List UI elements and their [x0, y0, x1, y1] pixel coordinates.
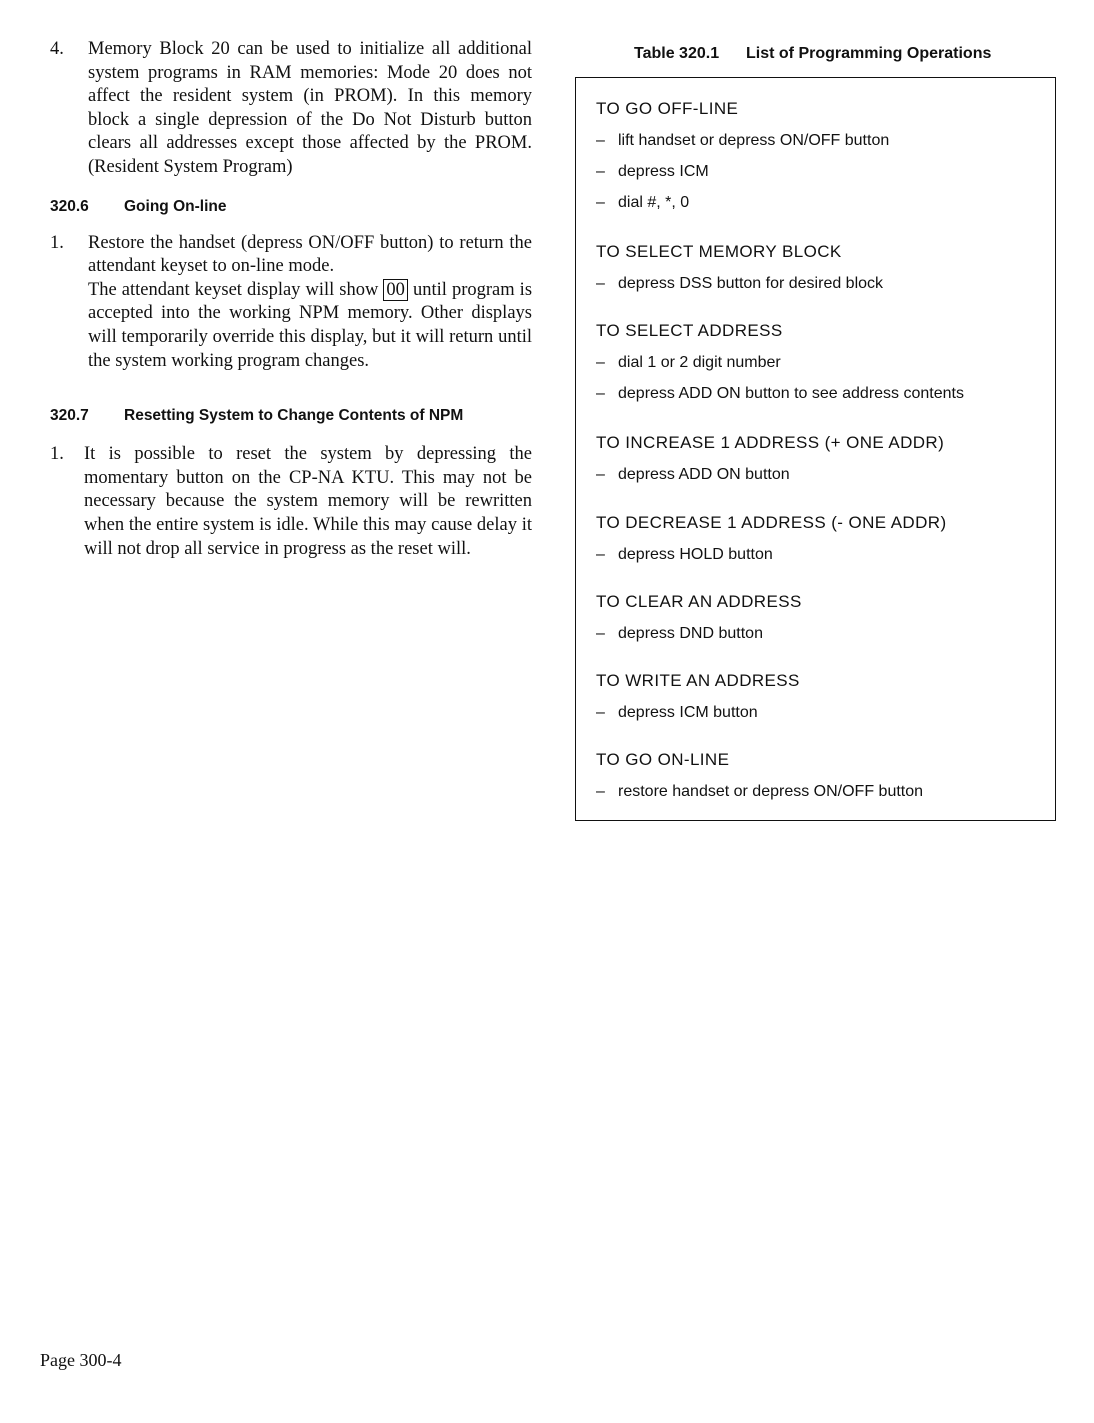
- item-text-b: The attendant keyset display will show 00 until program is accepted into the working NPM memory. Other displays will temporarily override this display, but it will return until the system working program changes.: [88, 279, 533, 371]
- table-line: – depress ADD ON button: [596, 464, 1045, 486]
- table-line: – depress ADD ON button to see address contents: [596, 383, 1045, 405]
- dash-marker: –: [596, 194, 605, 211]
- table-section: [596, 512, 1045, 566]
- table-section-heading: TO SELECT MEMORY BLOCK: [596, 242, 842, 261]
- table-section-heading: TO GO ON-LINE: [596, 750, 730, 769]
- item-text: It is possible to reset the system by depressing the momentary button on the CP-NA KTU. This may not be necessary because the system memory will be rewritten when the entire system is idle. While this may cause delay it will not drop all service in progress as the reset will.: [84, 444, 532, 559]
- table-section-heading: TO SELECT ADDRESS: [596, 321, 783, 340]
- table-section: [596, 749, 1045, 803]
- table-line: – restore handset or depress ON/OFF button: [596, 781, 1045, 803]
- table-section: [596, 670, 1045, 724]
- dash-marker: –: [596, 625, 605, 642]
- item-text-a: Restore the handset (depress ON/OFF button) to return the attendant keyset to on-line mode.: [88, 232, 532, 277]
- item-number: 4.: [50, 39, 64, 59]
- list-item-4: [50, 38, 532, 180]
- dash-marker: –: [596, 704, 605, 721]
- section-title: Resetting System to Change Contents of NPM: [124, 407, 464, 425]
- item-number: 1.: [50, 444, 64, 465]
- list-item-going-online: [50, 232, 532, 374]
- dash-marker: –: [596, 546, 605, 563]
- table-section-heading: TO DECREASE 1 ADDRESS (- ONE ADDR): [596, 513, 947, 532]
- table-section-heading: TO GO OFF-LINE: [596, 99, 739, 118]
- table-line: – depress DSS button for desired block: [596, 273, 1045, 295]
- programming-operations-table: [575, 77, 1056, 821]
- table-number: Table 320.1: [634, 45, 720, 62]
- dash-marker: –: [596, 275, 605, 292]
- page-number: Page 300-4: [40, 1350, 122, 1370]
- dash-marker: –: [596, 783, 605, 800]
- dash-marker: –: [596, 385, 605, 402]
- dash-marker: –: [596, 163, 605, 180]
- table-line: – depress DND button: [596, 623, 1045, 645]
- table-line: – depress HOLD button: [596, 544, 1045, 566]
- table-title: [634, 45, 991, 63]
- section-title: Going On-line: [124, 197, 227, 215]
- item-text: Memory Block 20 can be used to initialize all additional system programs in RAM memories: Mode 20 does not affect the resident system (in PROM). In this memory block a single depression of the Do Not Disturb button clears all addresses except those affected by the PROM. (Resident System Program): [88, 39, 532, 177]
- table-line: – lift handset or depress ON/OFF button: [596, 130, 1045, 152]
- table-section: [596, 98, 1045, 214]
- table-caption: List of Programming Operations: [746, 45, 992, 62]
- table-section-heading: TO WRITE AN ADDRESS: [596, 671, 800, 690]
- dash-marker: –: [596, 354, 605, 371]
- display-code-box: 00: [383, 279, 408, 301]
- list-item-resetting: [50, 443, 532, 561]
- table-line: – depress ICM: [596, 161, 1045, 183]
- table-section: [596, 591, 1045, 645]
- item-number: 1.: [50, 232, 64, 253]
- left-column: [50, 38, 532, 561]
- table-section: [596, 241, 1045, 295]
- table-section: [596, 432, 1045, 486]
- section-heading-320-6: [50, 198, 532, 216]
- dash-marker: –: [596, 132, 605, 149]
- table-line: – depress ICM button: [596, 702, 1045, 724]
- section-number: 320.7: [50, 407, 89, 425]
- table-section-heading: TO INCREASE 1 ADDRESS (+ ONE ADDR): [596, 433, 945, 452]
- table-line: – dial #, *, 0: [596, 192, 1045, 214]
- section-heading-320-7: [50, 407, 532, 425]
- table-section: [596, 320, 1045, 405]
- section-number: 320.6: [50, 197, 89, 215]
- dash-marker: –: [596, 466, 605, 483]
- table-section-heading: TO CLEAR AN ADDRESS: [596, 592, 802, 611]
- table-line: – dial 1 or 2 digit number: [596, 352, 1045, 374]
